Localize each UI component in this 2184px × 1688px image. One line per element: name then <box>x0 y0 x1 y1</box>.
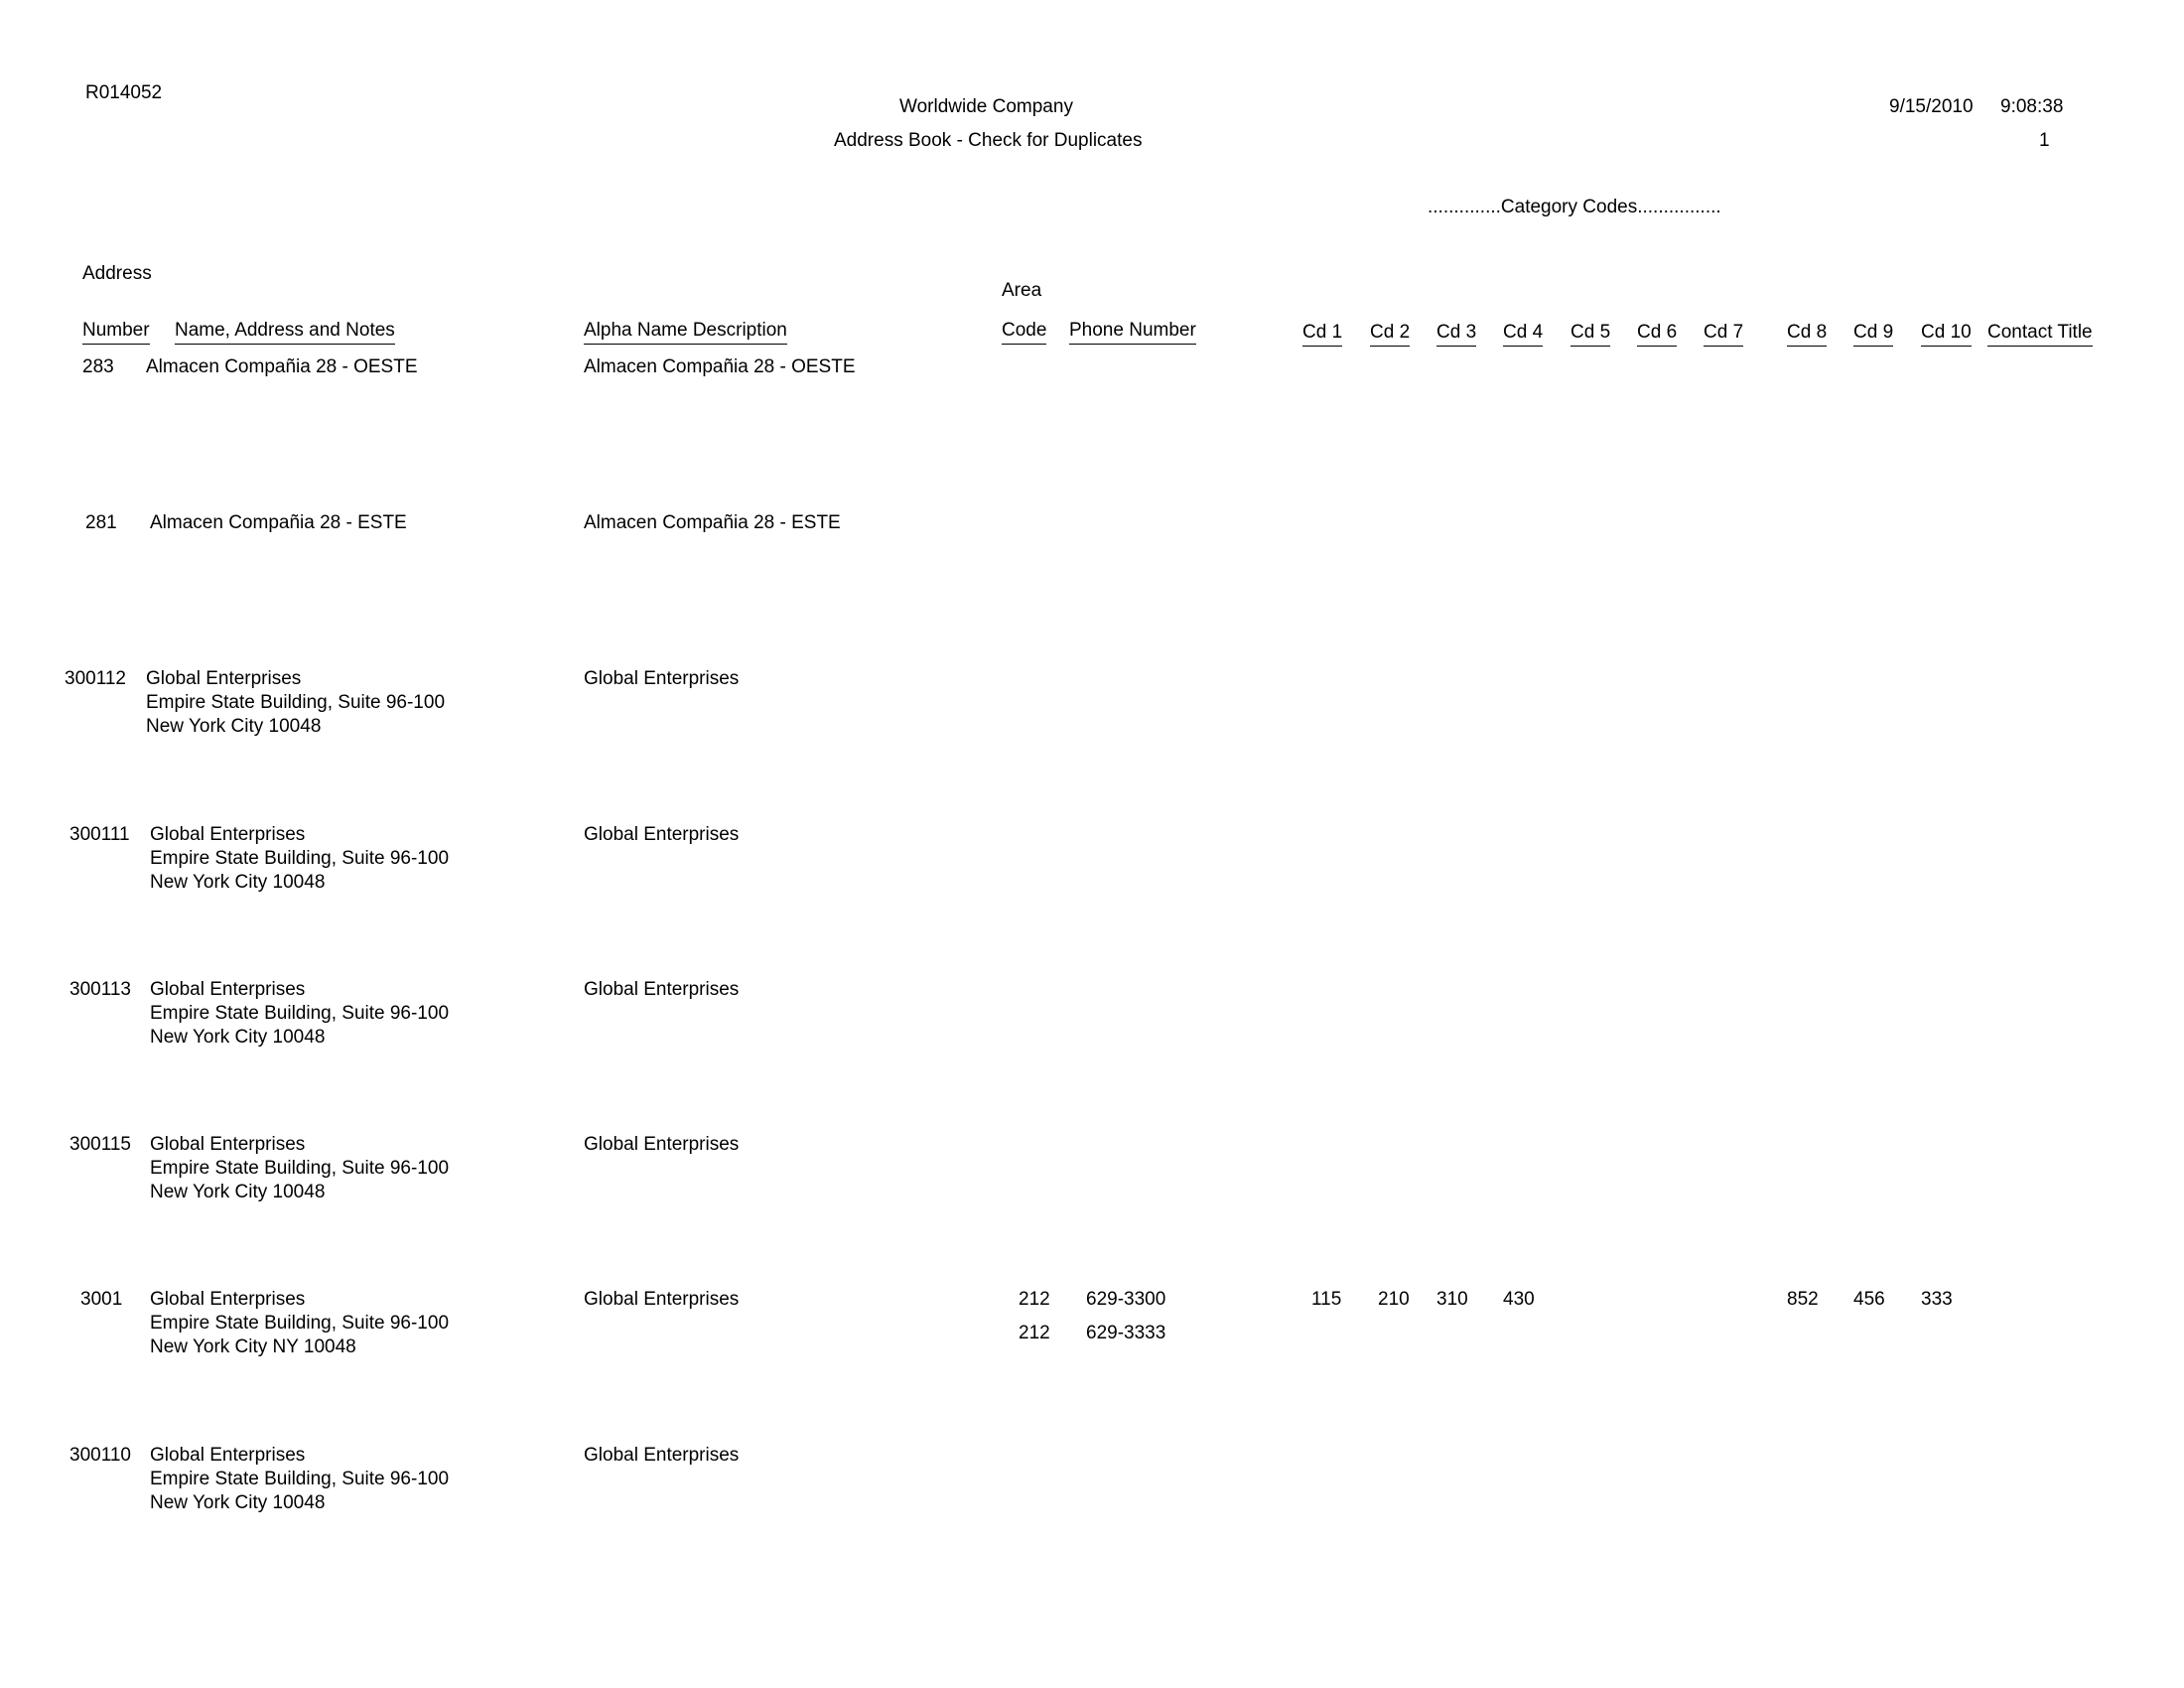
number-header: Number <box>82 320 150 345</box>
address-line-2: New York City 10048 <box>150 1027 326 1048</box>
entity-name: Global Enterprises <box>150 1289 306 1310</box>
category-code-2: 210 <box>1378 1289 1410 1310</box>
report-id: R014052 <box>85 82 163 103</box>
phone-number: 629-3333 <box>1086 1323 1166 1343</box>
address-line-1: Empire State Building, Suite 96-100 <box>150 1313 450 1334</box>
area-header: Area <box>1002 280 1042 301</box>
entity-name: Global Enterprises <box>150 824 306 845</box>
category-code-4: 430 <box>1503 1289 1535 1310</box>
entity-name: Global Enterprises <box>146 668 302 689</box>
area-code: 212 <box>1019 1289 1050 1310</box>
alpha-name: Global Enterprises <box>584 979 740 1000</box>
alpha-name-header: Alpha Name Description <box>584 320 787 345</box>
alpha-name: Almacen Compañia 28 - ESTE <box>584 512 841 533</box>
address-line-2: New York City 10048 <box>150 872 326 893</box>
address-line-2: New York City 10048 <box>150 1182 326 1202</box>
cd6-header: Cd 6 <box>1637 322 1677 347</box>
category-codes-header: ..............Category Codes................ <box>1428 197 1721 217</box>
cd8-header: Cd 8 <box>1787 322 1827 347</box>
category-code-3: 310 <box>1436 1289 1468 1310</box>
category-code-10: 333 <box>1921 1289 1953 1310</box>
contact-title-header: Contact Title <box>1987 322 2093 347</box>
address-line-2: New York City NY 10048 <box>150 1336 356 1357</box>
entity-name: Almacen Compañia 28 - ESTE <box>150 512 407 533</box>
address-number: 3001 <box>80 1289 123 1310</box>
cd3-header: Cd 3 <box>1436 322 1476 347</box>
alpha-name: Global Enterprises <box>584 824 740 845</box>
company-name: Worldwide Company <box>899 96 1073 117</box>
address-line-2: New York City 10048 <box>150 1492 326 1513</box>
cd10-header: Cd 10 <box>1921 322 1972 347</box>
alpha-name: Global Enterprises <box>584 668 740 689</box>
page-number: 1 <box>2039 130 2050 151</box>
address-line-1: Empire State Building, Suite 96-100 <box>150 1158 450 1179</box>
address-number: 281 <box>85 512 117 533</box>
category-code-8: 852 <box>1787 1289 1819 1310</box>
alpha-name: Global Enterprises <box>584 1445 740 1466</box>
report-date: 9/15/2010 <box>1889 96 1974 117</box>
code-header: Code <box>1002 320 1046 345</box>
area-code: 212 <box>1019 1323 1050 1343</box>
entity-name: Global Enterprises <box>150 1445 306 1466</box>
address-number: 300113 <box>69 979 131 1000</box>
cd7-header: Cd 7 <box>1704 322 1743 347</box>
alpha-name: Almacen Compañia 28 - OESTE <box>584 356 856 377</box>
name-address-notes-header: Name, Address and Notes <box>175 320 395 345</box>
address-line-1: Empire State Building, Suite 96-100 <box>146 692 446 713</box>
entity-name: Global Enterprises <box>150 1134 306 1155</box>
cd1-header: Cd 1 <box>1302 322 1342 347</box>
cd2-header: Cd 2 <box>1370 322 1410 347</box>
entity-name: Global Enterprises <box>150 979 306 1000</box>
category-code-1: 115 <box>1311 1289 1342 1310</box>
entity-name: Almacen Compañia 28 - OESTE <box>146 356 418 377</box>
cd9-header: Cd 9 <box>1853 322 1893 347</box>
cd5-header: Cd 5 <box>1570 322 1610 347</box>
address-line-1: Empire State Building, Suite 96-100 <box>150 1003 450 1024</box>
category-code-9: 456 <box>1853 1289 1885 1310</box>
address-number: 300111 <box>69 824 130 845</box>
address-number: 300110 <box>69 1445 131 1466</box>
address-line-1: Empire State Building, Suite 96-100 <box>150 1469 450 1489</box>
report-time: 9:08:38 <box>2000 96 2064 117</box>
address-line-2: New York City 10048 <box>146 716 322 737</box>
phone-number: 629-3300 <box>1086 1289 1166 1310</box>
phone-number-header: Phone Number <box>1069 320 1196 345</box>
report-title: Address Book - Check for Duplicates <box>834 130 1143 151</box>
alpha-name: Global Enterprises <box>584 1289 740 1310</box>
address-number: 300112 <box>65 668 126 689</box>
address-number: 300115 <box>69 1134 131 1155</box>
address-number: 283 <box>82 356 114 377</box>
alpha-name: Global Enterprises <box>584 1134 740 1155</box>
address-line-1: Empire State Building, Suite 96-100 <box>150 848 450 869</box>
address-header: Address <box>82 263 152 284</box>
cd4-header: Cd 4 <box>1503 322 1543 347</box>
